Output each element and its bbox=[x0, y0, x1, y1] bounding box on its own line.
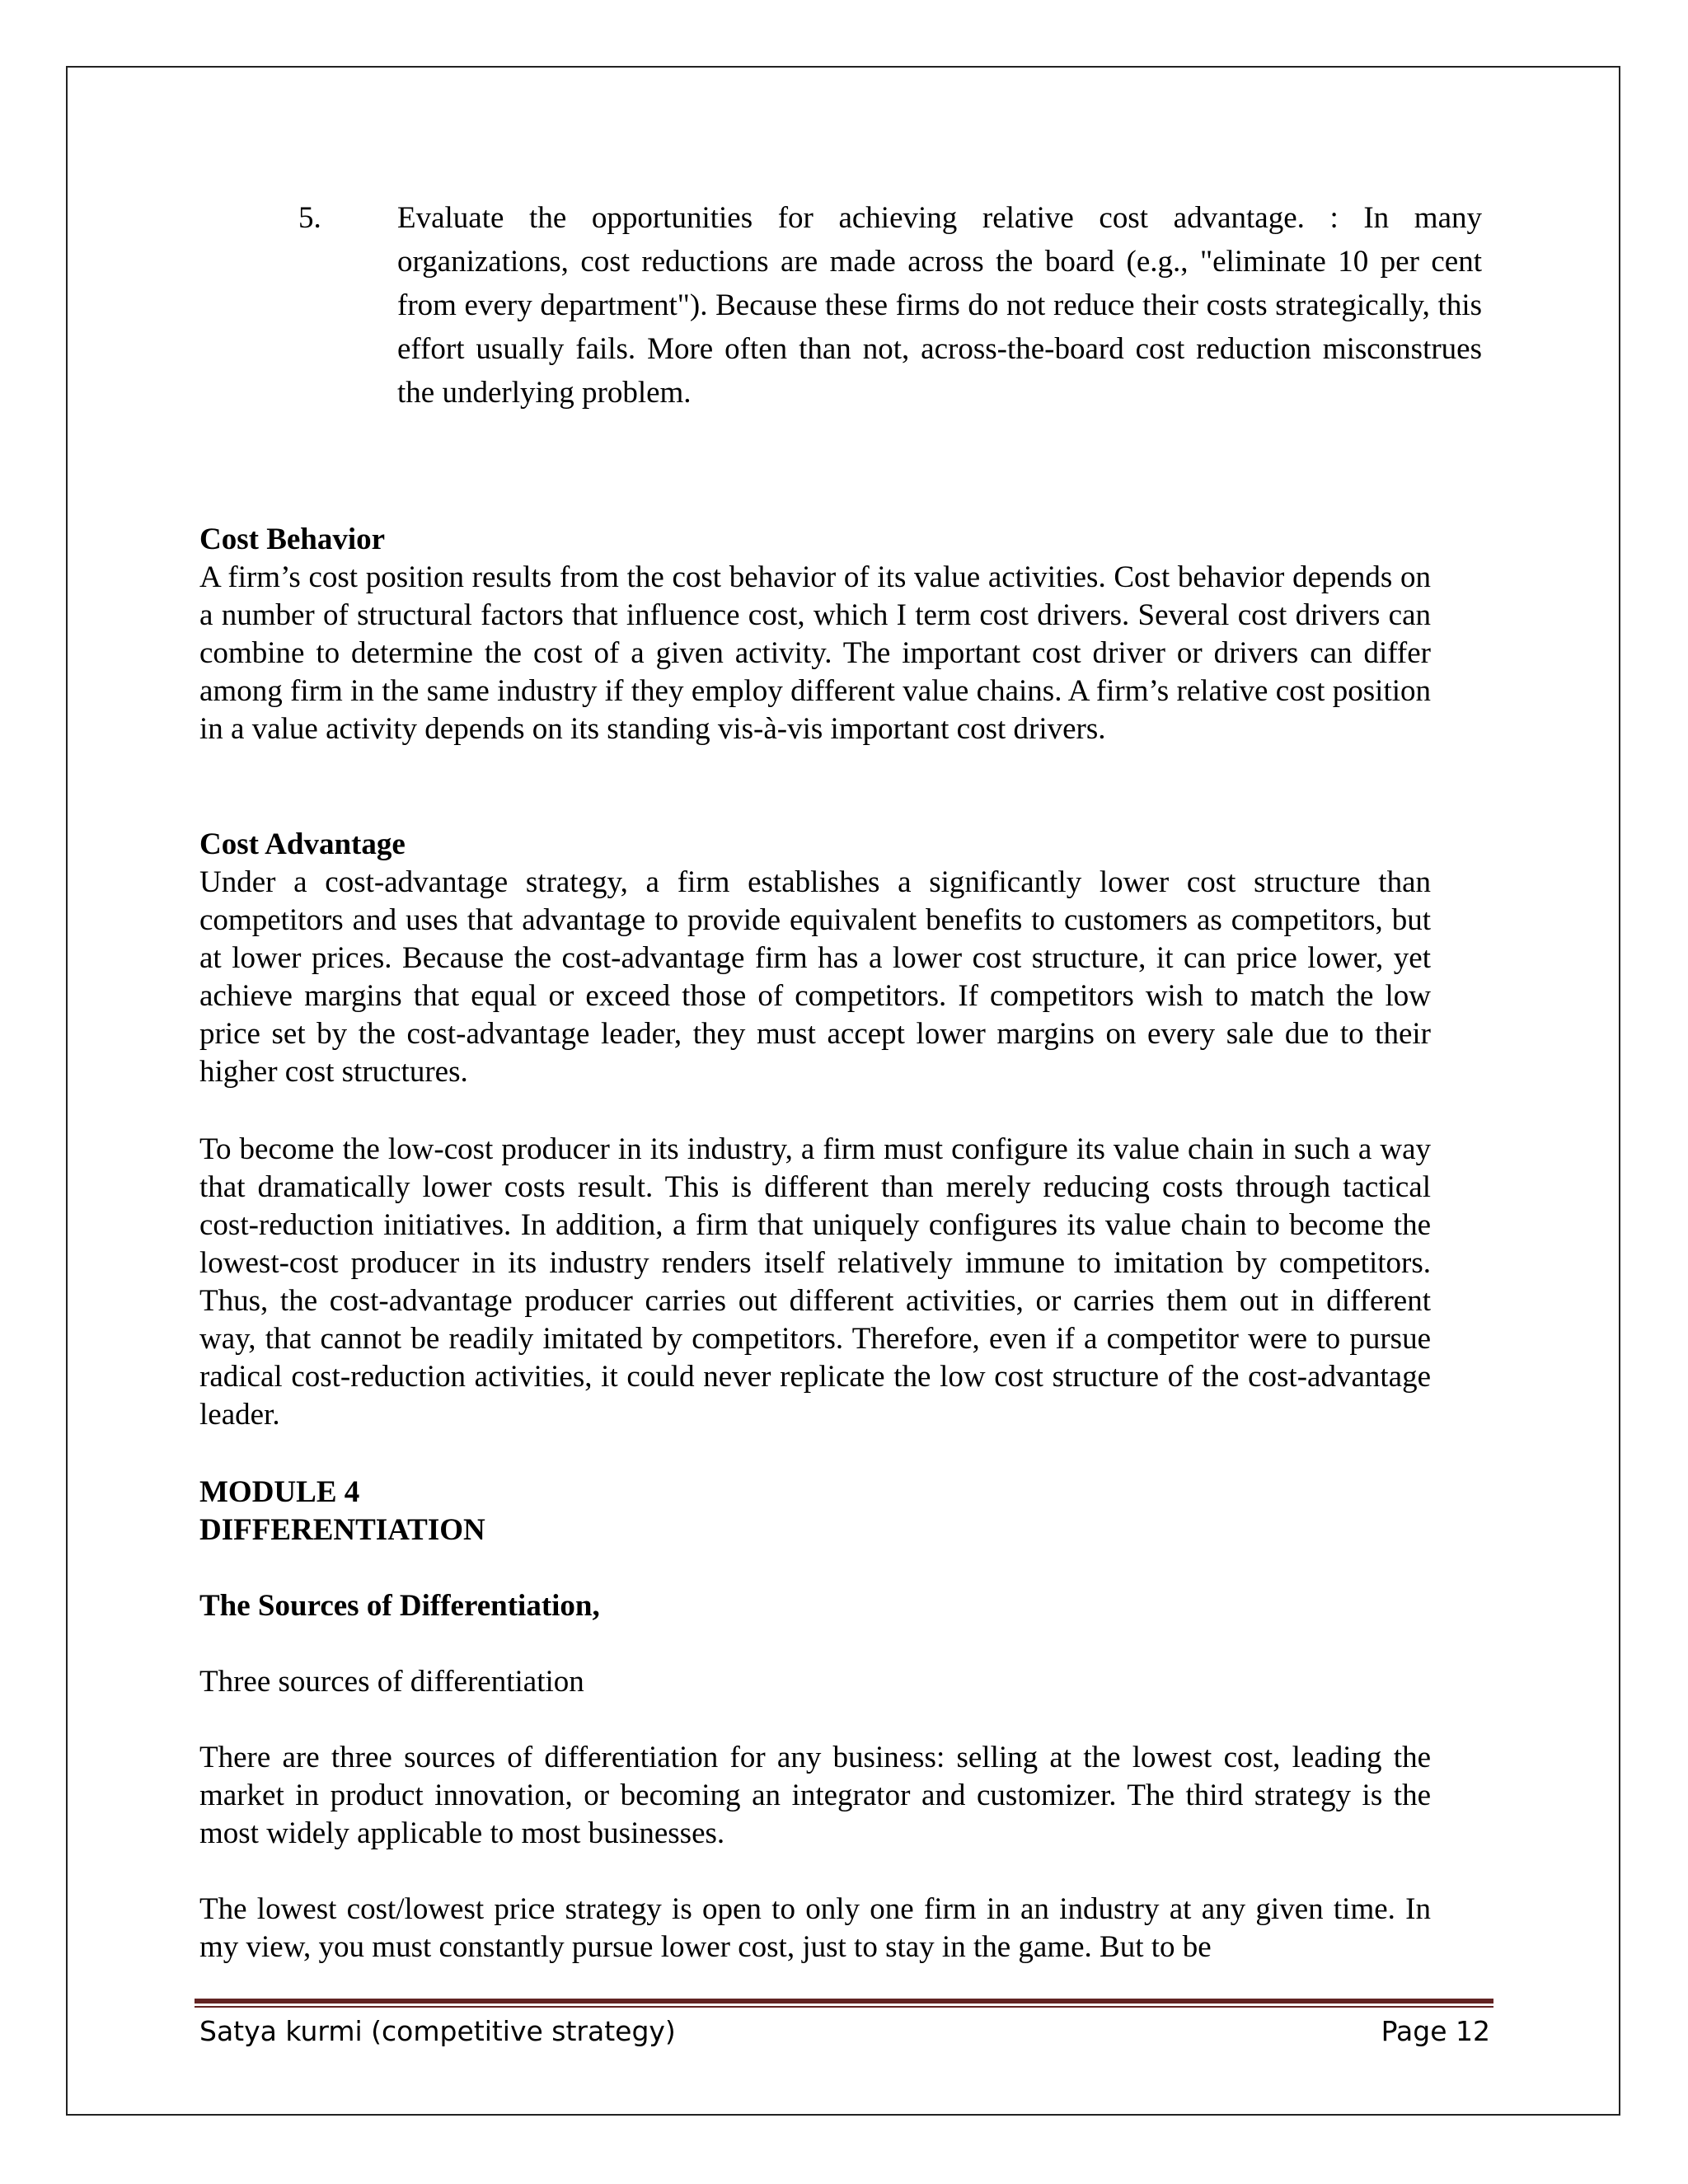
list-item-text: Evaluate the opportunities for achieving relative cost advantage. : In many organizations, cost reductions are made across the board (e.g., "eliminate 10 per cent from every department"). Because these firms do not reduce their costs strategically, this effort usually fails. More often than not, across-the-board cost reduction misconstrues the underlying problem. bbox=[397, 201, 1482, 410]
cost-advantage-paragraph-2: To become the low-cost producer in its industry, a firm must configure its value chain in such a way that dramatically lower costs result. This is different than merely reducing costs through tactical cost-reduction initiatives. In addition, a firm that uniquely configures its value chain to become the lowest-cost producer in its industry renders itself relatively immune to imitation by competitors. Thus, the cost-advantage producer carries out different activities, or carries them out in different way, that cannot be readily imitated by competitors. Therefore, even if a competitor were to pursue radical cost-reduction activities, it could never replicate the low cost structure of the cost-advantage leader. bbox=[199, 1132, 1431, 1432]
module-heading-block bbox=[199, 1474, 1431, 1549]
sources-intro: Three sources of differentiation bbox=[199, 1665, 584, 1699]
cost-advantage-section bbox=[199, 826, 1431, 1091]
footer-author: Satya kurmi (competitive strategy) bbox=[199, 2015, 676, 2047]
cost-behavior-section bbox=[199, 521, 1431, 748]
cost-behavior-heading: Cost Behavior bbox=[199, 523, 386, 556]
sources-paragraph-2-block bbox=[199, 1891, 1431, 1966]
sources-intro-block bbox=[199, 1663, 1431, 1701]
module-title-heading: DIFFERENTIATION bbox=[199, 1513, 485, 1547]
footer-page-number: Page 12 bbox=[1381, 2015, 1490, 2047]
cost-behavior-paragraph: A firm’s cost position results from the cost behavior of its value activities. Cost behavior depends on a number of structural factors that influence cost, which I term cost drivers. Several cost drivers can combine to determine the cost of a given activity. The important cost driver or drivers can differ among firm in the same industry if they employ different value chains. A firm’s relative cost position in a value activity depends on its standing vis-à-vis important cost drivers. bbox=[199, 560, 1431, 746]
cost-advantage-paragraph-1: Under a cost-advantage strategy, a firm establishes a significantly lower cost structure than competitors and uses that advantage to provide equivalent benefits to customers as competitors, but at lower prices. Because the cost-advantage firm has a lower cost structure, it can price lower, yet achieve margins that equal or exceed those of competitors. If competitors wish to match the low price set by the cost-advantage leader, they must accept lower margins on every sale due to their higher cost structures. bbox=[199, 865, 1431, 1089]
sources-paragraph-1-block bbox=[199, 1739, 1431, 1853]
sources-paragraph-1: There are three sources of differentiation for any business: selling at the lowest cost, leading the market in product innovation, or becoming an integrator and customizer. The third strategy is the most widely applicable to most businesses. bbox=[199, 1741, 1431, 1850]
sources-heading-block bbox=[199, 1587, 1431, 1625]
footer-rule bbox=[195, 1999, 1493, 2004]
cost-advantage-heading: Cost Advantage bbox=[199, 827, 406, 861]
cost-advantage-paragraph-2-block bbox=[199, 1131, 1431, 1434]
module-number-heading: MODULE 4 bbox=[199, 1475, 360, 1509]
sources-paragraph-2: The lowest cost/lowest price strategy is open to only one firm in an industry at any given time. In my view, you must constantly pursue lower cost, just to stay in the game. But to be bbox=[199, 1892, 1431, 1964]
list-item-number: 5. bbox=[298, 201, 321, 235]
sources-subheading: The Sources of Differentiation, bbox=[199, 1589, 600, 1623]
footer-rule-thin bbox=[195, 2006, 1493, 2008]
